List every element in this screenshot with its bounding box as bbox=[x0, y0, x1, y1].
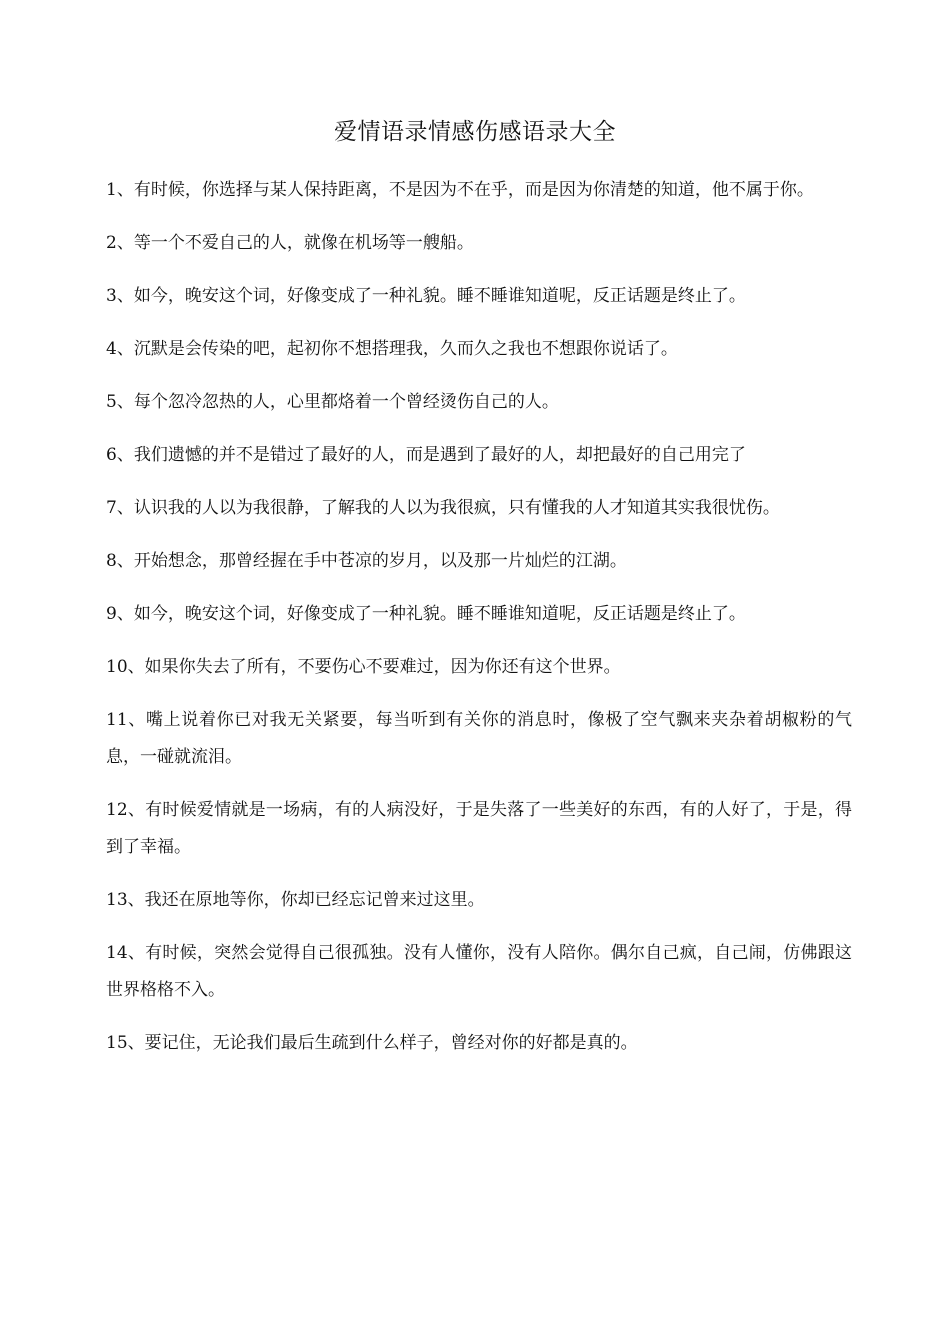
quote-paragraph-6: 6、我们遗憾的并不是错过了最好的人，而是遇到了最好的人，却把最好的自己用完了 bbox=[106, 445, 746, 465]
quote-paragraph-8: 8、开始想念，那曾经握在手中苍凉的岁月，以及那一片灿烂的江湖。 bbox=[106, 551, 627, 571]
quote-paragraph-15: 15、要记住，无论我们最后生疏到什么样子，曾经对你的好都是真的。 bbox=[106, 1033, 638, 1053]
quote-paragraph-14: 14、有时候，突然会觉得自己很孤独。没有人懂你，没有人陪你。偶尔自己疯，自己闹，仿佛跟这世界格格不入。 bbox=[106, 943, 852, 1000]
quote-paragraph-10: 10、如果你失去了所有，不要伤心不要难过，因为你还有这个世界。 bbox=[106, 657, 621, 677]
quote-paragraph-2: 2、等一个不爱自己的人，就像在机场等一艘船。 bbox=[106, 233, 474, 253]
quote-paragraph-3: 3、如今，晚安这个词，好像变成了一种礼貌。睡不睡谁知道呢，反正话题是终止了。 bbox=[106, 286, 746, 306]
quote-paragraph-12: 12、有时候爱情就是一场病，有的人病没好，于是失落了一些美好的东西，有的人好了，于是，得到了幸福。 bbox=[106, 800, 852, 857]
quote-paragraph-1: 1、有时候，你选择与某人保持距离，不是因为不在乎，而是因为你清楚的知道，他不属于你。 bbox=[106, 180, 814, 200]
quote-paragraph-4: 4、沉默是会传染的吧，起初你不想搭理我，久而久之我也不想跟你说话了。 bbox=[106, 339, 678, 359]
quote-paragraph-11: 11、嘴上说着你已对我无关紧要，每当听到有关你的消息时，像极了空气飘来夹杂着胡椒粉的气息，一碰就流泪。 bbox=[106, 710, 852, 767]
quote-paragraph-13: 13、我还在原地等你，你却已经忘记曾来过这里。 bbox=[106, 890, 485, 910]
quote-paragraph-9: 9、如今，晚安这个词，好像变成了一种礼貌。睡不睡谁知道呢，反正话题是终止了。 bbox=[106, 604, 746, 624]
document-body bbox=[106, 172, 852, 1078]
document-title: 爱情语录情感伤感语录大全 bbox=[334, 119, 616, 145]
quote-paragraph-7: 7、认识我的人以为我很静，了解我的人以为我很疯，只有懂我的人才知道其实我很忧伤。 bbox=[106, 498, 780, 518]
quote-paragraph-5: 5、每个忽冷忽热的人，心里都烙着一个曾经烫伤自己的人。 bbox=[106, 392, 559, 412]
